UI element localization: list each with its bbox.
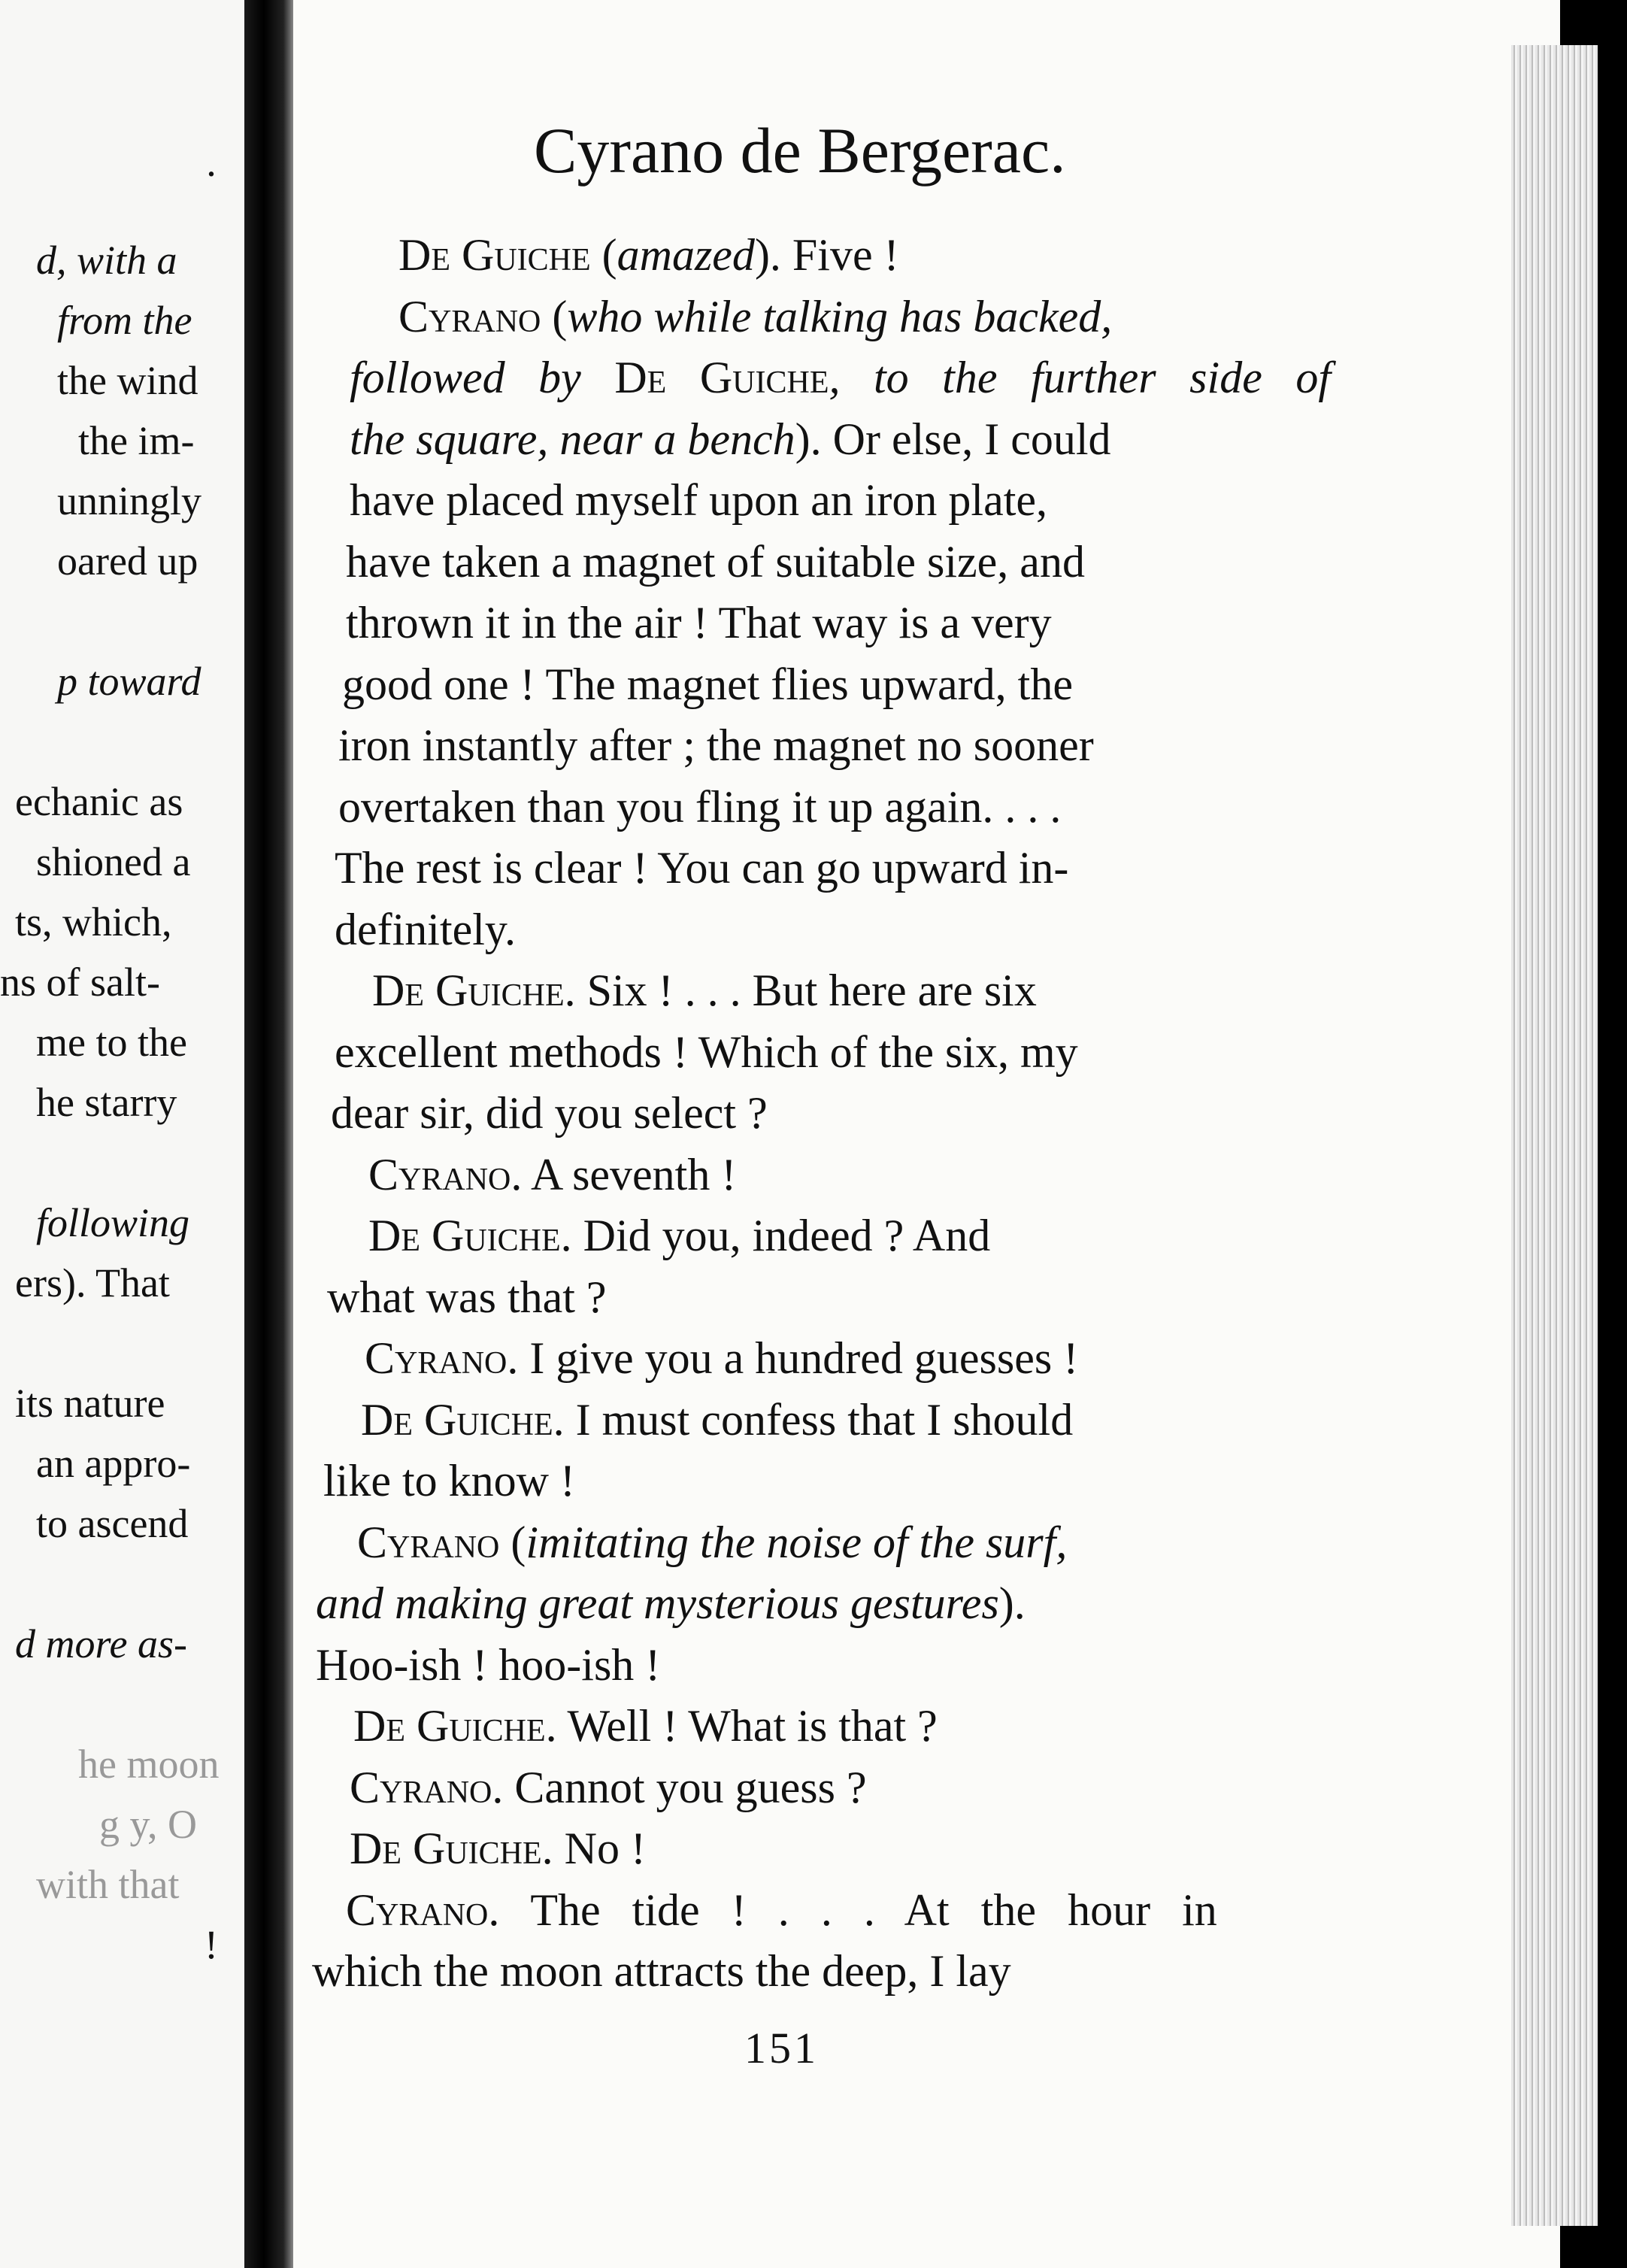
text-line bbox=[335, 842, 1068, 894]
left-page-line: d, with a bbox=[36, 238, 177, 283]
dialogue-text: . No ! bbox=[541, 1824, 646, 1873]
text-line bbox=[350, 352, 1331, 404]
left-page-line: an appro- bbox=[36, 1441, 191, 1486]
speaker-name: De Guiche bbox=[361, 1394, 553, 1445]
page-title: Cyrano de Bergerac. bbox=[534, 114, 1066, 186]
dialogue-text: excellent methods ! Which of the six, my bbox=[335, 1026, 1078, 1077]
stage-direction: and making great mysterious gestures bbox=[316, 1578, 999, 1628]
dialogue-text: good one ! The magnet flies upward, the bbox=[342, 659, 1073, 709]
dialogue-text: ). Or else, I could bbox=[795, 414, 1111, 464]
dialogue-text: ( bbox=[590, 230, 617, 280]
text-line bbox=[398, 229, 899, 281]
text-line bbox=[350, 475, 1047, 526]
left-page-line: unningly bbox=[57, 478, 202, 523]
page-edges bbox=[1511, 45, 1601, 2226]
text-line bbox=[331, 1087, 768, 1139]
speaker-name: Cyrano bbox=[357, 1517, 500, 1567]
left-page-line: d more as- bbox=[15, 1621, 187, 1666]
speaker-name: De Guiche bbox=[353, 1701, 546, 1751]
stage-direction: imitating the noise of the surf, bbox=[526, 1517, 1068, 1567]
stage-direction: followed by bbox=[350, 353, 615, 402]
left-page-line: to ascend bbox=[36, 1501, 189, 1546]
text-line bbox=[316, 1639, 660, 1691]
speaker-name: De Guiche bbox=[372, 966, 565, 1015]
stage-direction: amazed bbox=[617, 230, 755, 280]
left-page-line: · bbox=[205, 151, 218, 196]
text-line bbox=[368, 1149, 736, 1201]
text-line bbox=[312, 1945, 1011, 1997]
left-page-line: shioned a bbox=[36, 839, 191, 884]
left-page-line: ers). That bbox=[15, 1260, 170, 1305]
text-line bbox=[338, 781, 1061, 833]
speaker-name: Cyrano bbox=[398, 291, 541, 341]
dialogue-text: ). bbox=[998, 1578, 1026, 1628]
text-line bbox=[398, 291, 1112, 343]
left-page-line: its nature bbox=[15, 1381, 165, 1426]
text-line bbox=[346, 536, 1085, 588]
left-page-line: echanic as bbox=[15, 779, 183, 824]
dialogue-text: have placed myself upon an iron plate, bbox=[350, 475, 1048, 525]
speaker-name: Cyrano bbox=[346, 1884, 489, 1935]
speaker-name: De Guiche bbox=[398, 230, 591, 280]
dialogue-text: . A seventh ! bbox=[511, 1149, 737, 1199]
speaker-name: Cyrano bbox=[368, 1149, 511, 1199]
dialogue-text: The rest is clear ! You can go upward in- bbox=[335, 843, 1069, 893]
left-page-line: oared up bbox=[57, 538, 198, 584]
dialogue-text: definitely. bbox=[335, 904, 517, 954]
dialogue-text: . Cannot you guess ? bbox=[492, 1762, 867, 1812]
speaker-name: Cyrano bbox=[365, 1333, 507, 1383]
text-line bbox=[350, 414, 1111, 465]
dialogue-text: ( bbox=[499, 1517, 526, 1567]
dialogue-text: like to know ! bbox=[323, 1456, 575, 1505]
left-page-line: he moon bbox=[78, 1742, 220, 1787]
page-number: 151 bbox=[744, 2024, 819, 2072]
text-line bbox=[346, 597, 1052, 649]
stage-direction: who while talking has backed, bbox=[567, 291, 1113, 341]
left-page-line: ns of salt- bbox=[0, 960, 160, 1005]
dialogue-text: have taken a magnet of suitable size, and bbox=[346, 536, 1085, 587]
dialogue-text: dear sir, did you select ? bbox=[331, 1088, 768, 1138]
stage-direction: , to the further side of bbox=[829, 353, 1332, 402]
dialogue-text: iron instantly after ; the magnet no sooner bbox=[338, 720, 1094, 770]
dialogue-text: Hoo-ish ! hoo-ish ! bbox=[316, 1639, 661, 1690]
left-page-line: the im- bbox=[78, 418, 195, 463]
dialogue-text: what was that ? bbox=[327, 1272, 607, 1322]
speaker-name: De Guiche bbox=[614, 353, 829, 402]
left-page-line: the wind bbox=[57, 358, 198, 403]
text-line bbox=[372, 965, 1037, 1017]
text-line bbox=[316, 1578, 1026, 1630]
dialogue-text: ( bbox=[541, 291, 568, 341]
text-line bbox=[323, 1455, 575, 1507]
text-line bbox=[361, 1394, 1073, 1446]
text-line bbox=[365, 1333, 1078, 1384]
text-line bbox=[353, 1700, 938, 1752]
edge-shadow bbox=[1598, 30, 1627, 2268]
left-page-line: g y, O bbox=[99, 1802, 197, 1847]
left-page-fragment bbox=[0, 0, 244, 2268]
text-line bbox=[346, 1884, 1217, 1936]
text-line bbox=[342, 659, 1073, 711]
dialogue-text: . Did you, indeed ? And bbox=[560, 1211, 991, 1260]
left-page-line: ts, which, bbox=[15, 899, 172, 944]
dialogue-text: . I must confess that I should bbox=[553, 1394, 1074, 1445]
left-page-line: ! bbox=[205, 1922, 218, 1967]
text-line bbox=[335, 1026, 1078, 1078]
left-page-line: following bbox=[36, 1200, 190, 1245]
dialogue-text: . The tide ! . . . At the hour in bbox=[488, 1884, 1217, 1935]
dialogue-text: overtaken than you fling it up again. . . . bbox=[338, 781, 1062, 832]
left-page-line: p toward bbox=[57, 659, 201, 704]
stage-direction: the square, near a bench bbox=[350, 414, 795, 464]
dialogue-text: which the moon attracts the deep, I lay bbox=[312, 1946, 1011, 1996]
dialogue-text: . Six ! . . . But here are six bbox=[564, 966, 1037, 1015]
left-page-line: with that bbox=[36, 1862, 180, 1907]
dialogue-text: ). Five ! bbox=[754, 230, 899, 280]
left-page-line: he starry bbox=[36, 1080, 177, 1125]
text-line bbox=[327, 1272, 607, 1324]
speaker-name: De Guiche bbox=[368, 1211, 561, 1260]
left-page-line: from the bbox=[57, 298, 192, 343]
dialogue-text: . I give you a hundred guesses ! bbox=[507, 1333, 1079, 1383]
speaker-name: De Guiche bbox=[350, 1824, 542, 1873]
text-line bbox=[357, 1517, 1067, 1569]
dialogue-text: thrown it in the air ! That way is a very bbox=[346, 598, 1052, 647]
text-line bbox=[335, 904, 516, 956]
dialogue-text: . Well ! What is that ? bbox=[545, 1701, 938, 1751]
left-page-line: me to the bbox=[36, 1020, 187, 1065]
text-line bbox=[350, 1823, 646, 1875]
text-line bbox=[338, 720, 1094, 772]
text-line bbox=[368, 1210, 990, 1262]
speaker-name: Cyrano bbox=[350, 1762, 492, 1812]
book-gutter bbox=[244, 0, 293, 2268]
text-line bbox=[350, 1762, 867, 1814]
